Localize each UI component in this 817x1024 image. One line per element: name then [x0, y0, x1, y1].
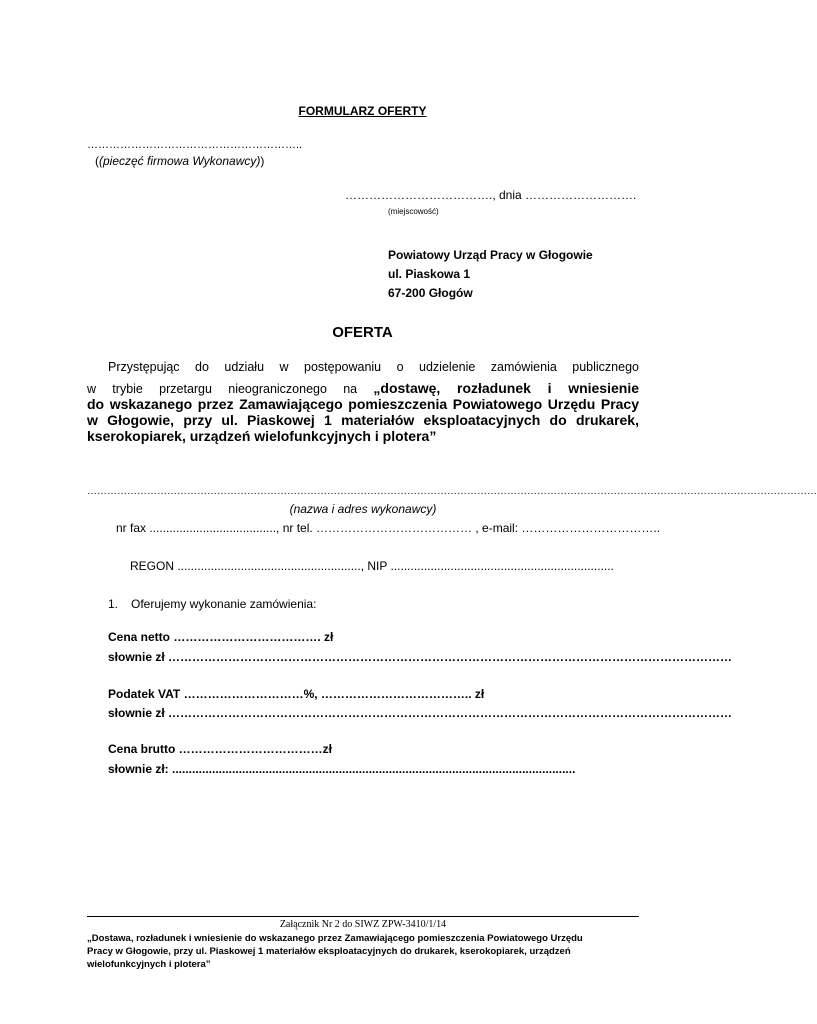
- place-date-line: ………………………………., dnia ……………………….: [345, 188, 637, 202]
- intro-line-2-text: w trybie przetargu nieograniczonego na: [87, 382, 358, 396]
- stamp-label: ((pieczęć firmowa Wykonawcy)): [95, 154, 265, 168]
- contractor-label: (nazwa i adres wykonawcy): [289, 502, 437, 516]
- offer-item-text: Oferujemy wykonanie zamówienia:: [131, 597, 317, 611]
- contact-line: nr fax ......................................, nr tel. ………………………………… , e-mail: ……………………………..: [116, 521, 661, 535]
- net-words-line: słownie zł ……………………………………………………………………………………………………………………………: [108, 650, 733, 664]
- recipient-line-1: Powiatowy Urząd Pracy w Głogowie: [388, 248, 593, 262]
- place-hint: (miejscowość): [388, 207, 439, 216]
- intro-line-2: [87, 380, 639, 396]
- intro-line-2-bold: „dostawę, rozładunek i wniesienie: [373, 380, 639, 396]
- intro-line-4: w Głogowie, przy ul. Piaskowej 1 materiałów eksploatacyjnych do drukarek,: [87, 412, 639, 428]
- gross-price-line: Cena brutto ………………………………zł: [108, 742, 332, 756]
- footer-reference: Załącznik Nr 2 do SIWZ ZPW-3410/1/14: [279, 919, 447, 930]
- footer-divider: [87, 916, 639, 917]
- recipient-line-2: ul. Piaskowa 1: [388, 267, 471, 281]
- footer-line-3: wielofunkcyjnych i plotera”: [87, 959, 211, 970]
- footer-line-2: Pracy w Głogowie, przy ul. Piaskowej 1 materiałów eksploatacyjnych do drukarek, kserokopiarek, urządzeń: [87, 946, 571, 957]
- offer-item-number: 1.: [108, 597, 119, 611]
- vat-words-line: słownie zł ……………………………………………………………………………………………………………………………: [108, 706, 733, 720]
- gross-words-line: słownie zł: .........................................................................................................................: [108, 762, 576, 776]
- intro-line-5: kserokopiarek, urządzeń wielofunkcyjnych i plotera”: [87, 428, 437, 444]
- stamp-dots: …………………………………………………..: [87, 139, 303, 151]
- vat-line: Podatek VAT …………………………%, ……………………………….. zł: [108, 687, 485, 701]
- recipient-line-3: 67-200 Głogów: [388, 286, 473, 300]
- footer-line-1: „Dostawa, rozładunek i wniesienie do wskazanego przez Zamawiającego pomieszczenia Powiatowego Urzędu: [87, 933, 583, 944]
- form-title-text: FORMULARZ OFERTY: [298, 104, 427, 118]
- intro-line-1: Przystępując do udziału w postępowaniu o udzielenie zamówienia publicznego: [108, 360, 639, 374]
- stamp-label-text: (pieczęć firmowa Wykonawcy): [99, 154, 261, 168]
- page-title: [0, 104, 725, 118]
- intro-line-3: do wskazanego przez Zamawiającego pomieszczenia Powiatowego Urzędu Pracy: [87, 396, 639, 412]
- contractor-dots: …………………………………………………………………………………………………………………………………………………………………………………………………: [87, 486, 817, 497]
- net-price-line: Cena netto ………………………………. zł: [108, 630, 334, 644]
- regon-nip-line: REGON ......................................................., NIP ...................................................................: [130, 559, 614, 573]
- section-title: OFERTA: [332, 324, 393, 341]
